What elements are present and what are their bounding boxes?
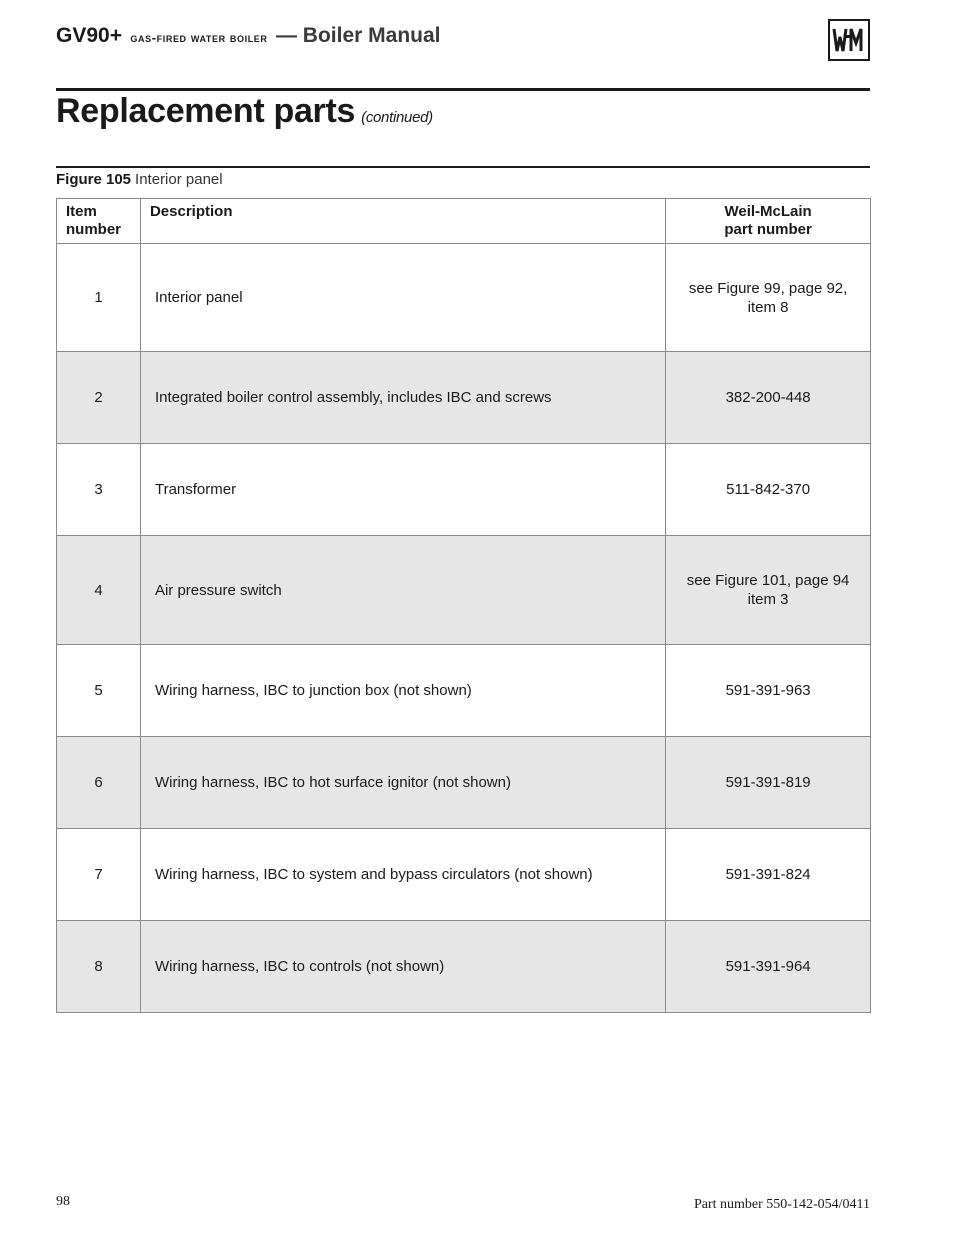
table-row xyxy=(57,737,871,829)
header-part-line2: part number xyxy=(724,221,812,238)
part-number-cell: 591-391-964 xyxy=(666,921,871,1013)
description-cell: Wiring harness, IBC to system and bypass circulators (not shown) xyxy=(140,829,665,921)
document-part-number: Part number 550-142-054/0411 xyxy=(693,1197,870,1212)
part-number-cell: 382-200-448 xyxy=(666,352,871,444)
page-header xyxy=(56,22,870,91)
title-area xyxy=(56,92,870,168)
model-name: GV90+ xyxy=(56,24,122,47)
header-item-line2: number xyxy=(66,221,122,238)
description-cell: Transformer xyxy=(140,444,665,536)
item-number-cell: 7 xyxy=(57,829,141,921)
part-number-cell: 591-391-819 xyxy=(666,737,871,829)
description-cell: Wiring harness, IBC to controls (not shown) xyxy=(140,921,665,1013)
page-number: 98 xyxy=(56,1194,70,1209)
table-row xyxy=(57,352,871,444)
table-row xyxy=(57,829,871,921)
part-line1: see Figure 101, page 94 xyxy=(686,572,850,589)
description-cell: Integrated boiler control assembly, includes IBC and screws xyxy=(140,352,665,444)
description-cell: Interior panel xyxy=(140,244,665,352)
header-manual-label: — Boiler Manual xyxy=(275,24,441,47)
weil-mclain-logo-icon xyxy=(830,21,868,59)
part-number-cell xyxy=(666,244,871,352)
header-description: Description xyxy=(140,199,665,244)
part-line2: item 3 xyxy=(747,591,789,608)
item-number-cell: 4 xyxy=(57,536,141,645)
table-row xyxy=(57,645,871,737)
item-number-cell: 5 xyxy=(57,645,141,737)
part-line2: item 8 xyxy=(747,298,789,316)
header-item-number xyxy=(57,199,141,244)
item-number-cell: 6 xyxy=(57,737,141,829)
part-line1: see Figure 99, page 92, xyxy=(688,279,848,297)
page-title xyxy=(56,92,433,131)
page-title-text: Replacement parts xyxy=(56,92,356,130)
header-subtitle: gas-fired water boiler xyxy=(130,30,268,45)
part-number-cell: 591-391-824 xyxy=(666,829,871,921)
table-row xyxy=(57,244,871,352)
figure-description: Interior panel xyxy=(135,171,223,188)
description-cell: Air pressure switch xyxy=(140,536,665,645)
continued-label: (continued) xyxy=(361,109,433,126)
description-cell: Wiring harness, IBC to hot surface ignitor (not shown) xyxy=(140,737,665,829)
figure-label: Figure 105 xyxy=(56,171,132,188)
header-item-line1: Item xyxy=(66,203,97,220)
item-number-cell: 1 xyxy=(57,244,141,352)
item-number-cell: 8 xyxy=(57,921,141,1013)
item-number-cell: 2 xyxy=(57,352,141,444)
figure-caption xyxy=(56,171,223,188)
header-part-number xyxy=(666,199,871,244)
table-header-row xyxy=(57,199,871,244)
table-row xyxy=(57,444,871,536)
parts-table xyxy=(56,198,871,1013)
description-cell: Wiring harness, IBC to junction box (not shown) xyxy=(140,645,665,737)
table-row xyxy=(57,921,871,1013)
header-title-line xyxy=(56,24,441,48)
part-number-cell: 511-842-370 xyxy=(666,444,871,536)
table-row xyxy=(57,536,871,645)
header-part-line1: Weil-McLain xyxy=(724,203,812,220)
item-number-cell: 3 xyxy=(57,444,141,536)
part-number-cell xyxy=(666,536,871,645)
part-number-cell: 591-391-963 xyxy=(666,645,871,737)
weil-mclain-logo xyxy=(828,19,870,61)
